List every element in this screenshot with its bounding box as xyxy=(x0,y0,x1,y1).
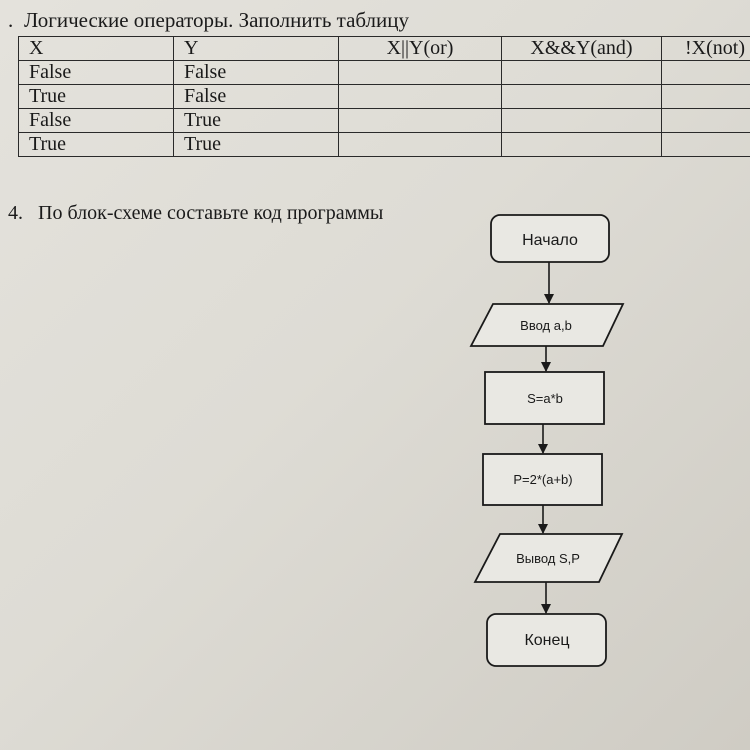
task3-number: . xyxy=(8,8,14,32)
cell-x: False xyxy=(19,61,174,85)
header-x: X xyxy=(19,37,174,61)
header-or: X||Y(or) xyxy=(339,37,502,61)
cell-y: True xyxy=(174,133,339,157)
cell-y: False xyxy=(174,61,339,85)
flow-input-label: Ввод a,b xyxy=(520,318,572,333)
header-not: !X(not) xyxy=(662,37,750,61)
flow-output-label: Вывод S,P xyxy=(516,551,580,566)
cell-y: False xyxy=(174,85,339,109)
cell-x: True xyxy=(19,133,174,157)
cell-x: False xyxy=(19,109,174,133)
flow-process2-label: P=2*(a+b) xyxy=(513,472,573,487)
flow-start-label: Начало xyxy=(522,232,578,249)
header-and: X&&Y(and) xyxy=(502,37,662,61)
task4-number: 4. xyxy=(8,202,23,224)
flow-end-label: Конец xyxy=(524,632,570,649)
cell-x: True xyxy=(19,85,174,109)
flow-process1-label: S=a*b xyxy=(527,391,563,406)
task3-heading-text: Логические операторы. Заполнить таблицу xyxy=(24,8,410,32)
task4-text: По блок-схеме составьте код программы xyxy=(38,202,384,224)
header-y: Y xyxy=(174,37,339,61)
cell-y: True xyxy=(174,109,339,133)
